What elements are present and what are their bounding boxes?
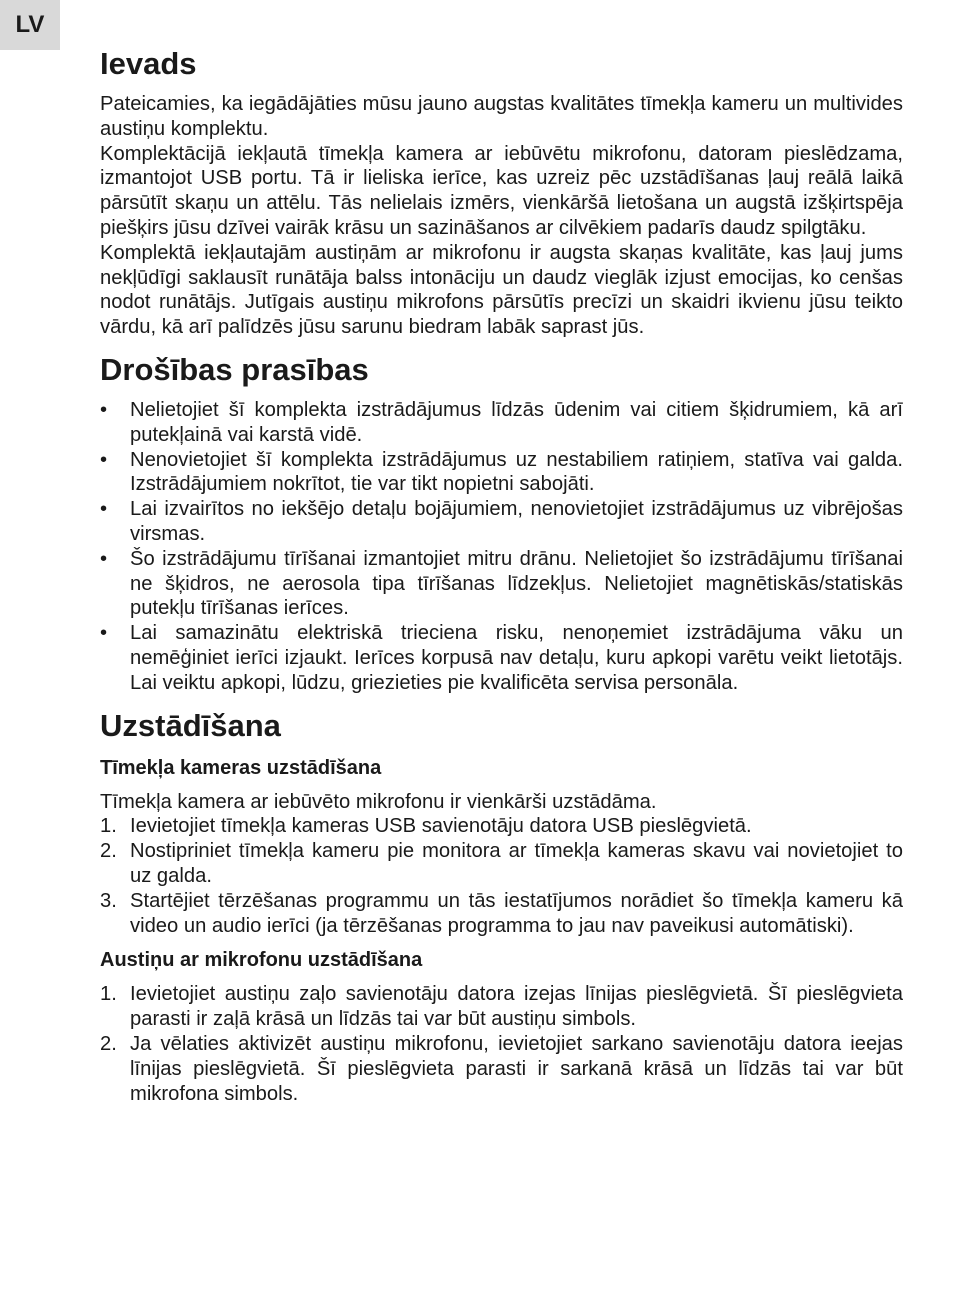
bullet-icon: • bbox=[100, 498, 108, 521]
safety-title: Drošības prasības bbox=[100, 351, 369, 387]
bullet-icon: • bbox=[100, 448, 108, 471]
intro-title: Ievads bbox=[100, 46, 197, 81]
list-item bbox=[100, 448, 903, 498]
step-text: Ievietojiet tīmekļa kameras USB savienotāju datora USB pieslēgvietā. bbox=[130, 815, 752, 838]
list-item bbox=[100, 982, 903, 1032]
list-item bbox=[100, 889, 903, 939]
webcam-intro: Tīmekļa kamera ar iebūvēto mikrofonu ir vienkārši uzstādāma. bbox=[100, 790, 657, 813]
list-item bbox=[100, 814, 903, 839]
safety-list bbox=[100, 398, 903, 696]
step-text: Ievietojiet austiņu zaļo savienotāju datora izejas līnijas pieslēgvietā. Šī pieslēgvieta parasti ir zaļā krāsā un līdzās tai var būt austiņu simbols. bbox=[130, 983, 903, 1031]
step-number: 2. bbox=[100, 1032, 117, 1055]
intro-paragraph: Komplektācijā iekļautā tīmekļa kamera ar iebūvētu mikrofonu, datoram pieslēdzama, izmantojot USB portu. Tā ir lieliska ierīce, kas uzreiz pēc uzstādīšanas ļauj reālā laikā pārsūtīt skaņu un attēlu. Tās nelielais izmērs, vienkāršā lietošana un augstā izšķirtspēja piešķirs jūsu dzīvei vairāk krāsu un sazināšanos ar cilvēkiem padarīs daudz spilgtāku. bbox=[100, 142, 903, 239]
step-number: 1. bbox=[100, 815, 117, 838]
step-text: Nostipriniet tīmekļa kameru pie monitora ar tīmekļa kameras skavu vai novietojiet to uz galda. bbox=[130, 840, 903, 887]
step-number: 2. bbox=[100, 840, 117, 863]
bullet-icon: • bbox=[100, 622, 108, 645]
list-item-text: Lai samazinātu elektriskā trieciena risku, nenoņemiet izstrādājuma vāku un nemēģiniet ierīci izjaukt. Ierīces korpusā nav detaļu, kuru apkopi varētu veikt lietotājs. Lai veiktu apkopi, lūdzu, griezieties pie kvalificēta servisa personāla. bbox=[130, 622, 903, 694]
list-item-text: Nelietojiet šī komplekta izstrādājumus līdzās ūdenim vai citiem šķidrumiem, kā arī putekļainā vai karstā vidē. bbox=[130, 398, 903, 446]
install-title: Uzstādīšana bbox=[100, 707, 281, 743]
list-item bbox=[100, 839, 903, 889]
step-number: 3. bbox=[100, 889, 117, 912]
webcam-subtitle: Tīmekļa kameras uzstādīšana bbox=[100, 756, 382, 779]
headset-steps bbox=[100, 982, 903, 1106]
step-text: Ja vēlaties aktivizēt austiņu mikrofonu, ievietojiet sarkano savienotāju datora ieejas līnijas pieslēgvietā. Šī pieslēgvieta parasti ir sarkanā krāsā un līdzās tai var būt mikrofona simbols. bbox=[130, 1032, 903, 1105]
list-item bbox=[100, 398, 903, 448]
list-item bbox=[100, 1032, 903, 1106]
list-item bbox=[100, 547, 903, 621]
bullet-icon: • bbox=[100, 547, 108, 570]
headset-subtitle: Austiņu ar mikrofonu uzstādīšana bbox=[100, 949, 423, 972]
step-text: Startējiet tērzēšanas programmu un tās iestatījumos norādiet šo tīmekļa kameru kā video un audio ierīci (ja tērzēšanas programma to jau nav paveikusi automātiski). bbox=[130, 889, 903, 937]
list-item-text: Lai izvairītos no iekšējo detaļu bojājumiem, nenovietojiet izstrādājumus uz vibrējošas virsmas. bbox=[130, 498, 903, 545]
document-page bbox=[100, 44, 903, 1106]
bullet-icon: • bbox=[100, 398, 108, 421]
intro-section bbox=[100, 44, 903, 340]
intro-paragraph: Pateicamies, ka iegādājāties mūsu jauno augstas kvalitātes tīmekļa kameru un multivides austiņu komplektu. bbox=[100, 93, 903, 140]
list-item bbox=[100, 497, 903, 547]
list-item-text: Nenovietojiet šī komplekta izstrādājumus uz nestabiliem ratiņiem, statīva vai galda. Izstrādājumiem nokrītot, tie var tikt nopietni sabojāti. bbox=[130, 448, 903, 496]
list-item-text: Šo izstrādājumu tīrīšanai izmantojiet mitru drānu. Nelietojiet šo izstrādājumu tīrīšanai ne šķidros, ne aerosola tipa tīrīšanas līdzekļus. Nelietojiet magnētiskās/statiskās putekļu tīrīšanas ierīces. bbox=[130, 547, 903, 620]
language-tab: LV bbox=[0, 0, 60, 50]
intro-paragraph: Komplektā iekļautajām austiņām ar mikrofonu ir augsta skaņas kvalitāte, kas ļauj jums nekļūdīgi saklausīt runātāja balss intonāciju un daudz vieglāk izjust emocijas, ko cenšas nodot runātājs. Jutīgais austiņu mikrofons pārsūtīs precīzi un skaidri ikvienu jūsu teikto vārdu, kā arī palīdzēs jūsu sarunu biedram labāk saprast jūs. bbox=[100, 241, 903, 339]
step-number: 1. bbox=[100, 983, 117, 1006]
install-section bbox=[100, 706, 903, 1107]
list-item bbox=[100, 621, 903, 695]
webcam-steps bbox=[100, 814, 903, 938]
safety-section bbox=[100, 350, 903, 696]
